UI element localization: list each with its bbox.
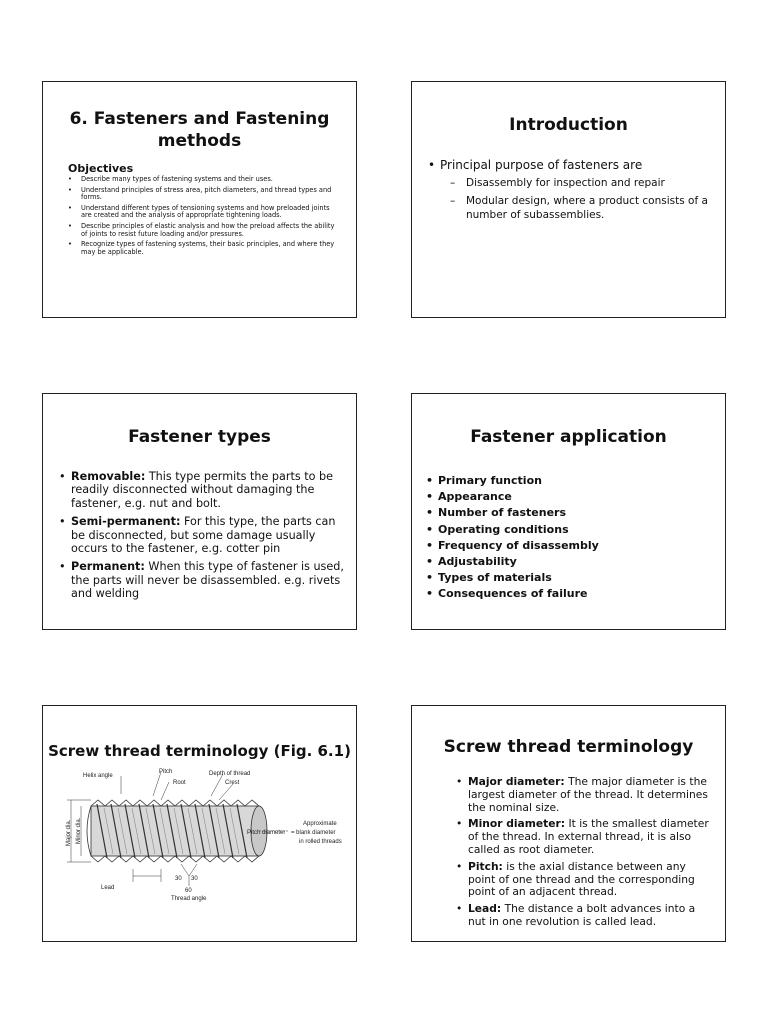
sub-item-text: Disassembly for inspection and repair (466, 177, 665, 189)
list-item: • Principal purpose of fasteners are (428, 158, 715, 172)
list-item: • Primary function (426, 474, 715, 488)
list-item (59, 560, 344, 600)
blank-diameter-label: = blank diameter (291, 830, 336, 836)
fastener-types-list (59, 470, 344, 601)
slide-fasteners-methods (42, 81, 357, 318)
list-item: • Operating conditions (426, 523, 715, 537)
angle-60-label: 60 (185, 888, 192, 894)
slide-title: 6. Fasteners and Fastening methods (69, 109, 330, 151)
list-item: • Describe many types of fastening systems and their uses. (68, 176, 342, 184)
definition: The major diameter is the largest diameter of the thread. It determines the nominal size. (468, 775, 708, 814)
list-item: • Number of fasteners (426, 506, 715, 520)
pitch-diameter-label: Pitch diameter (247, 830, 286, 836)
term: Pitch: (468, 859, 503, 873)
slide-title: Introduction (509, 115, 628, 135)
list-item (456, 861, 715, 899)
slide-fastener-types (42, 393, 357, 630)
slide-thread-terminology (411, 705, 726, 942)
thread-angle-label: Thread angle (171, 896, 207, 902)
angle-30-right-label: 30 (191, 876, 198, 882)
root-label: Root (173, 780, 186, 786)
angle-30-left-label: 30 (175, 876, 182, 882)
minor-dia-label: Minor dia. (76, 817, 82, 844)
term: Permanent: (71, 560, 145, 574)
term: Major diameter: (468, 775, 565, 788)
definition: When this type of fastener is used, the parts will never be disassembled. e.g. rivets and welding (71, 560, 344, 601)
objectives-heading: Objectives (68, 162, 134, 175)
definition: For this type, the parts can be disconnected, but some damage usually occurs to the fastener, e.g. cotter pin (71, 515, 336, 556)
list-item: • Understand different types of tensioning systems and how preloaded joints are created and the analysis of appropriate tightening loads. (68, 205, 342, 220)
list-item (456, 818, 715, 856)
list-item: • Recognize types of fastening systems, their basic principles, and where they may be applicable. (68, 241, 342, 256)
slide-title: Fastener types (128, 427, 271, 447)
definition: The distance a bolt advances into a nut in one revolution is called lead. (468, 902, 696, 928)
terminology-list (456, 776, 715, 929)
slide-introduction (411, 81, 726, 318)
approximate-label: Approximate (303, 821, 337, 827)
list-item (456, 903, 715, 929)
definition: It is the smallest diameter of the thread. In external thread, it is also called as root diameter. (468, 817, 709, 856)
list-item (59, 515, 344, 555)
list-item (59, 470, 344, 510)
term: Lead: (468, 902, 502, 916)
definition: This type permits the parts to be readily disconnected without damaging the fastener, e.g. nut and bolt. (71, 470, 333, 510)
crest-label: Crest (225, 780, 240, 786)
slide-fastener-application (411, 393, 726, 630)
application-list (426, 474, 715, 601)
list-item: • Appearance (426, 490, 715, 504)
screw-thread-diagram (61, 764, 356, 939)
definition: is the axial distance between any point of one thread and the corresponding point of an adjacent thread. (468, 859, 695, 899)
list-item: • Types of materials (426, 571, 715, 585)
lead-label: Lead (101, 885, 115, 891)
slide-title: Fastener application (470, 427, 667, 447)
list-item: • Adjustability (426, 555, 715, 569)
objectives-list (68, 176, 342, 256)
sub-item: – Disassembly for inspection and repair (450, 177, 665, 189)
pitch-label: Pitch (159, 769, 173, 775)
list-item: • Describe principles of elastic analysis and how the preload affects the ability of joints to resist future loading and/or pressures. (68, 223, 342, 238)
list-item: • Frequency of disassembly (426, 539, 715, 553)
major-dia-label: Major dia. (66, 819, 72, 846)
term: Removable: (71, 470, 146, 483)
slide-title: Screw thread terminology (Fig. 6.1) (48, 742, 351, 760)
slide-thread-figure (42, 705, 357, 942)
list-item (456, 776, 715, 814)
list-item: • Consequences of failure (426, 587, 715, 601)
rolled-threads-label: in rolled threads (299, 839, 342, 845)
depth-of-thread-label: Depth of thread (209, 771, 251, 777)
term: Semi-permanent: (71, 515, 181, 529)
list-item: • Understand principles of stress area, pitch diameters, and thread types and forms. (68, 187, 342, 202)
helix-angle-label: Helix angle (83, 773, 113, 779)
slide-title: Screw thread terminology (443, 737, 694, 757)
sub-item: – Modular design, where a product consists of a number of subassemblies. (450, 195, 708, 221)
term: Minor diameter: (468, 817, 566, 831)
sub-item-text: Modular design, where a product consists of a number of subassemblies. (466, 195, 708, 221)
